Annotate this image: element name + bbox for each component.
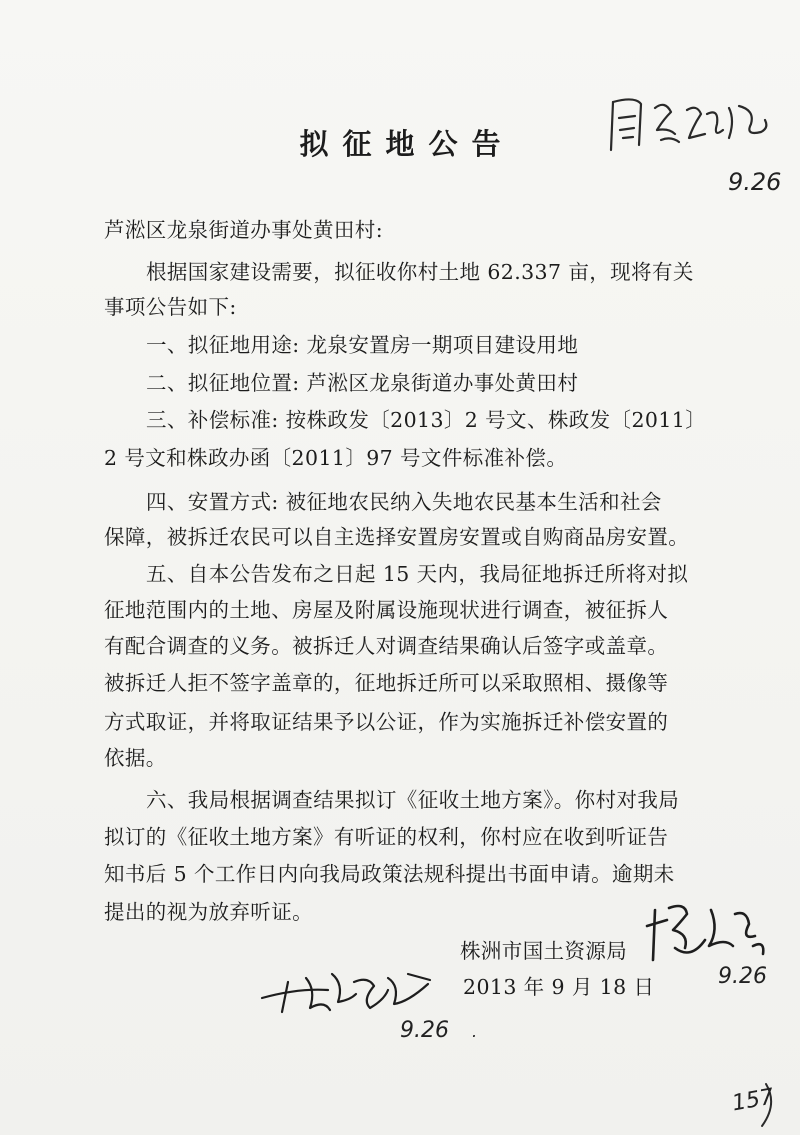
body-line: 知书后 5 个工作日内向我局政策法规科提出书面申请。逾期未 [104,862,675,886]
body-line: 事项公告如下: [104,295,237,319]
issuer: 株洲市国土资源局 [460,939,628,963]
body-line: 根据国家建设需要，拟征收你村土地 62.337 亩，现将有关 [146,260,694,284]
body-line: 拟订的《征收土地方案》有听证的权利，你村应在收到听证告 [104,825,669,849]
body-line: 二、拟征地位置: 芦淞区龙泉街道办事处黄田村 [146,371,579,395]
body-line: 被拆迁人拒不签字盖章的，征地拆迁所可以采取照相、摄像等 [104,671,669,695]
page-number-mark: 157 [730,1084,776,1117]
body-line: 2 号文和株政办函〔2011〕97 号文件标准补偿。 [104,446,568,470]
body-line: 保障，被拆迁农民可以自主选择安置房安置或自购商品房安置。 [104,525,690,549]
handwritten-signature [258,960,448,1020]
body-line: 一、拟征地用途: 龙泉安置房一期项目建设用地 [146,333,579,357]
body-line: 提出的视为放弃听证。 [104,900,313,924]
handwritten-date: 9.26 [400,1018,449,1043]
handwritten-date: 9.26 [728,168,782,196]
handwritten-signature [605,90,775,160]
handwritten-date: 9.26 [718,964,767,989]
issue-date: 2013 年 9 月 18 日 [463,975,655,999]
addressee: 芦淞区龙泉街道办事处黄田村: [104,218,384,242]
page-title: 拟征地公告 [299,127,515,161]
body-line: 四、安置方式: 被征地农民纳入失地农民基本生活和社会 [146,490,662,514]
body-line: 三、补偿标准: 按株政发〔2013〕2 号文、株政发〔2011〕 [146,408,707,432]
ink-dot: . [472,1022,478,1041]
body-line: 五、自本公告发布之日起 15 天内，我局征地拆迁所将对拟 [146,562,689,586]
body-line: 依据。 [104,746,167,770]
body-line: 有配合调查的义务。被拆迁人对调查结果确认后签字或盖章。 [104,634,669,658]
body-line: 六、我局根据调查结果拟订《征收土地方案》。你村对我局 [146,788,680,812]
body-line: 方式取证，并将取证结果予以公证，作为实施拆迁补偿安置的 [104,710,669,734]
body-line: 征地范围内的土地、房屋及附属设施现状进行调查，被征拆人 [104,598,669,622]
